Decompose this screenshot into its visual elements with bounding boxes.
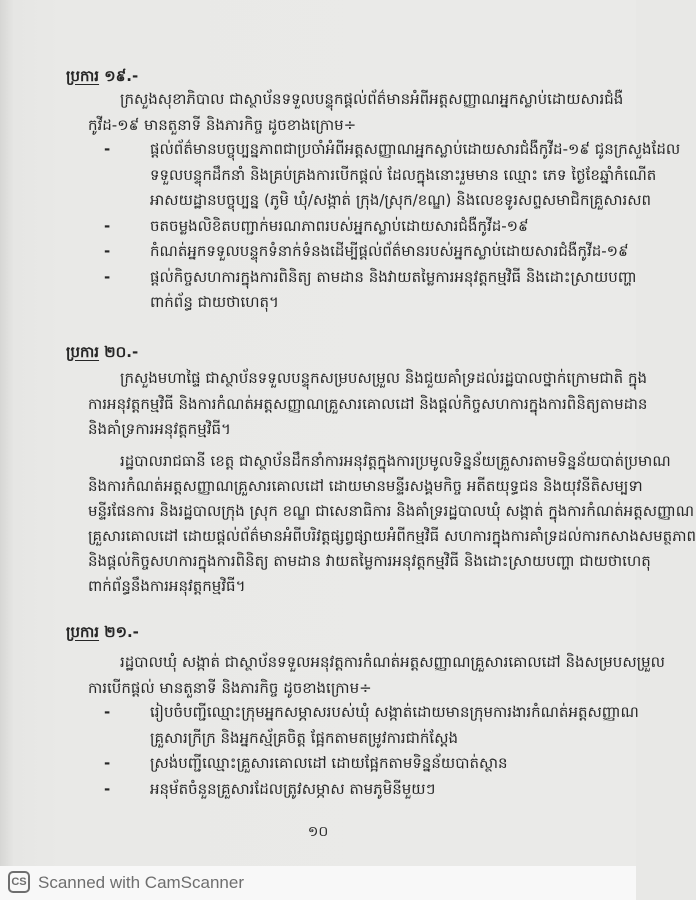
bullet-line: ផ្តល់ព័ត៌មានបច្ចុប្បន្នភាពជាប្រចាំអំពីអត្តសញ្ញាណអ្នកស្លាប់ដោយសារជំងឺកូវីដ-១៩ ជូនក្រសួងដែល xyxy=(150,140,681,158)
paragraph-line: ការអនុវត្តកម្មវិធី និងការកំណត់អត្តសញ្ញាណគ្រួសារគោលដៅ និងផ្តល់កិច្ចសហការក្នុងការពិនិត្យតាមដាន xyxy=(88,394,648,413)
article-paragraph xyxy=(88,449,696,599)
article-heading-number: ១៩.- xyxy=(104,67,139,85)
article-paragraph xyxy=(88,366,648,443)
article-heading-number: ២០.- xyxy=(104,343,139,361)
article-heading-label: ប្រការ xyxy=(66,623,100,641)
bullet-dash: - xyxy=(104,779,111,798)
bullet-item xyxy=(104,137,681,214)
paragraph-line: មន្ទីរផែនការ និងរដ្ឋបាលក្រុង ស្រុក ខណ្ឌ ជាសេនាធិការ និងគាំទ្ររដ្ឋបាលឃុំ សង្កាត់ ក្នុងការកំណត់អត្តសញ្ញាណ xyxy=(88,502,695,520)
bullet-item xyxy=(104,777,575,803)
bullet-line: ទទួលបន្ទុកដឹកនាំ និងគ្រប់គ្រងការបើកផ្តល់ ដែលក្នុងនោះរួមមាន ឈ្មោះ ភេទ ថ្ងៃខែឆ្នាំកំណើត xyxy=(150,165,657,184)
paragraph-line: រដ្ឋបាលឃុំ សង្កាត់ ជាស្ថាប័នទទួលអនុវត្តការកំណត់អត្តសញ្ញាណគ្រួសារគោលដៅ និងសម្របសម្រួល xyxy=(120,653,665,671)
paragraph-line: ក្រសួងសុខាភិបាល ជាស្ថាប័នទទួលបន្ទុកផ្តល់ព័ត៌មានអំពីអត្តសញ្ញាណអ្នកស្លាប់ដោយសារជំងឺ xyxy=(120,90,624,108)
bullet-line: ផ្តល់កិច្ចសហការក្នុងការពិនិត្យ តាមដាន និងវាយតម្លៃការអនុវត្តកម្មវិធី និងដោះស្រាយបញ្ហា xyxy=(150,267,637,286)
bullet-dash: - xyxy=(104,267,111,286)
paragraph-line: គ្រួសារគោលដៅ ដោយផ្តល់ព័ត៌មានអំពីបរិវត្តផ្សព្វផ្សាយអំពីកម្មវិធី សហការក្នុងការគាំទ្រដល់ការកសាងសមត្ថភាព xyxy=(88,527,696,545)
bullet-line: រៀបចំបញ្ជីឈ្មោះក្រុមអ្នកសម្ភាសរបស់ឃុំ សង្កាត់ដោយមានក្រុមការងារកំណត់អត្តសញ្ញាណ xyxy=(150,703,639,721)
article-heading xyxy=(66,64,138,89)
paragraph-line: និងគាំទ្រការអនុវត្តកម្មវិធី។ xyxy=(88,420,231,438)
article-heading-label: ប្រការ xyxy=(66,67,100,85)
scanner-watermark xyxy=(0,866,636,900)
paragraph-line: ក្រសួងមហាផ្ទៃ ជាស្ថាប័នទទួលបន្ទុកសម្របសម្រួល និងជួយគាំទ្រដល់រដ្ឋបាលថ្នាក់ក្រោមជាតិ ក្នុង xyxy=(120,369,647,387)
paragraph-line: កូវីដ-១៩ មានតួនាទី និងភារកិច្ច ដូចខាងក្រោម÷ xyxy=(88,115,357,134)
paragraph-line: និងផ្តល់កិច្ចសហការក្នុងការពិនិត្យ តាមដាន វាយតម្លៃការអនុវត្តកម្មវិធី និងដោះស្រាយបញ្ហា ជាយថាហេតុ xyxy=(88,552,651,570)
article-heading xyxy=(66,620,139,645)
article-heading-label: ប្រការ xyxy=(66,343,100,361)
page-number: ១០ xyxy=(307,824,329,840)
bullet-item xyxy=(104,700,639,751)
article-heading xyxy=(66,340,138,365)
camscanner-logo-icon: CS xyxy=(8,871,30,893)
bullet-dash: - xyxy=(104,216,111,235)
bullet-dash: - xyxy=(104,140,111,158)
bullet-line: អាសយដ្ឋានបច្ចុប្បន្ន (ភូមិ ឃុំ/សង្កាត់ ក្រុង/ស្រុក/ខណ្ឌ) និងលេខទូរសព្ទសមាជិកគ្រួសារសព xyxy=(150,191,652,209)
bullet-dash: - xyxy=(104,242,111,260)
paragraph-line: ការបើកផ្តល់ មានតួនាទី និងភារកិច្ច ដូចខាងក្រោម÷ xyxy=(88,678,372,697)
bullet-item xyxy=(104,239,629,265)
bullet-item xyxy=(104,214,575,240)
watermark-text: Scanned with CamScanner xyxy=(38,873,245,892)
bullet-line: ពាក់ព័ន្ធ ជាយថាហេតុ។ xyxy=(150,293,279,311)
article-heading-number: ២១.- xyxy=(104,623,139,641)
paragraph-line: និងការកំណត់អត្តសញ្ញាណគ្រួសារគោលដៅ ដោយមានមន្ទីរសង្គមកិច្ច អតីតយុទ្ធជន និងយុវនីតិសម្បទា xyxy=(88,477,643,495)
bullet-dash: - xyxy=(104,703,111,721)
paragraph-line: រដ្ឋបាលរាជធានី ខេត្ត ជាស្ថាប័នដឹកនាំការអនុវត្តក្នុងការប្រមូលទិន្នន័យគ្រួសារតាមទិន្នន័យបាត់ប្រមាណ xyxy=(120,452,671,470)
bullet-line: កំណត់អ្នកទទួលបន្ទុកទំនាក់ទំនងដើម្បីផ្តល់ព័ត៌មានរបស់អ្នកស្លាប់ដោយសារជំងឺកូវីដ-១៩ xyxy=(150,242,629,260)
bullet-line: ស្រង់បញ្ជីឈ្មោះគ្រួសារគោលដៅ ដោយផ្អែកតាមទិន្នន័យបាត់ស្ថាន xyxy=(150,754,508,772)
paragraph-line: ពាក់ព័ន្ធនឹងការអនុវត្តកម្មវិធី។ xyxy=(88,577,246,595)
bullet-line: អនុម័តចំនួនគ្រួសារដែលត្រូវសម្ភាស តាមភូមិនីមួយៗ xyxy=(150,779,436,798)
bullet-list xyxy=(104,700,639,802)
bullet-line: គ្រួសារក្រីក្រ និងអ្នកស្ម័គ្រចិត្ត ផ្អែកតាមតម្រូវការជាក់ស្តែង xyxy=(150,728,458,747)
bullet-dash: - xyxy=(104,754,111,772)
bullet-list xyxy=(104,137,681,316)
bullet-item xyxy=(104,751,575,777)
article-intro xyxy=(88,650,665,701)
bullet-item xyxy=(104,265,637,316)
bullet-line: ចតចម្លងលិខិតបញ្ជាក់មរណភាពរបស់អ្នកស្លាប់ដោយសារជំងឺកូវីដ-១៩ xyxy=(150,216,529,235)
article-intro xyxy=(88,87,624,138)
